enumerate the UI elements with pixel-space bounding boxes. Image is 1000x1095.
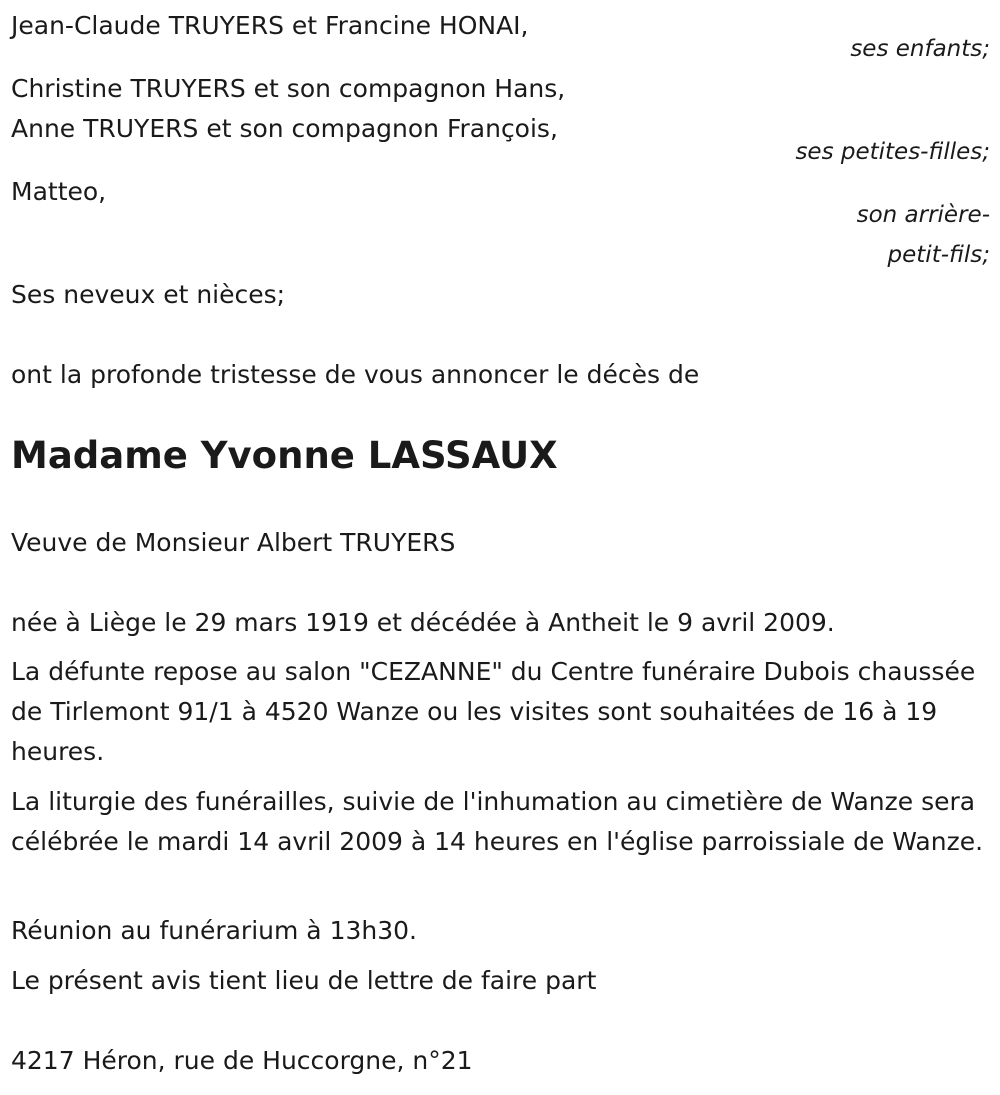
great-grandchild-line: Matteo, [11,177,107,206]
notice-line: Le présent avis tient lieu de lettre de faire part [11,966,597,995]
widow-of-line: Veuve de Monsieur Albert TRUYERS [11,528,456,557]
birth-death-line: née à Liège le 29 mars 1919 et décédée à Antheit le 9 avril 2009. [11,608,835,637]
nephews-line: Ses neveux et nièces; [11,280,286,309]
children-line: Jean-Claude TRUYERS et Francine HONAI, [11,11,529,40]
deceased-name: Madame Yvonne LASSAUX [11,434,558,477]
grandchild-line-1: Christine TRUYERS et son compagnon Hans, [11,74,566,103]
address-line: 4217 Héron, rue de Huccorgne, n°21 [11,1046,473,1075]
liturgy-paragraph: La liturgie des funérailles, suivie de l'inhumation au cimetière de Wanze sera célébrée le mardi 14 avril 2009 à 14 heures en l'église parroissiale de Wanze. [11,787,984,856]
grandchild-line-2: Anne TRUYERS et son compagnon François, [11,114,558,143]
great-grandchild-role-1: son arrière- [856,202,990,228]
great-grandchild-role-2: petit-fils; [887,242,990,268]
announcement-intro: ont la profonde tristesse de vous annoncer le décès de [11,360,700,389]
meeting-line: Réunion au funérarium à 13h30. [11,916,417,945]
children-role: ses enfants; [850,36,990,62]
grandchildren-role: ses petites-filles; [795,139,990,165]
repose-paragraph: La défunte repose au salon "CEZANNE" du Centre funéraire Dubois chaussée de Tirlemont 91/1 à 4520 Wanze ou les visites sont souhaitées de 16 à 19 heures. [11,657,976,766]
